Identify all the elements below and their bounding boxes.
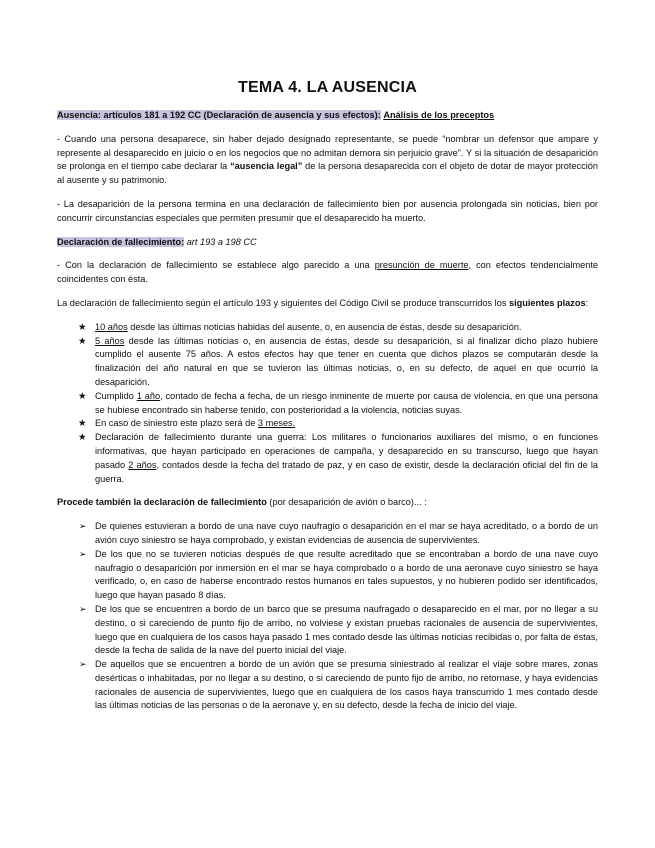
text-run: - Con la declaración de fallecimiento se establece algo parecido a una <box>57 260 375 271</box>
text-run: , contados desde la fecha del tratado de paz, y en caso de existir, desde la declaración oficial del fin de la guerra. <box>95 459 598 484</box>
text-run: (por desaparición de avión o barco)... : <box>266 497 427 508</box>
underlined-term: 1 año <box>136 390 161 401</box>
text-run: desde las últimas noticias o, en ausencia de éstas, desde su desaparición, si al finalizar dicho plazo hubiere cumplido el ausente 75 años. A estos efectos hay que tener en cuenta que dichos plazos se computarán desde la finalización del año natural en que se tuvieron las últimas noticias, o, en su defecto, de aquel en que ocurrió la desaparición. <box>95 335 598 387</box>
list-item <box>57 390 598 418</box>
arrow-bullet-icon: ➢ <box>79 548 87 559</box>
text-run: Cumplido <box>95 390 137 401</box>
paragraph-defensor <box>57 133 598 188</box>
section-heading-procede <box>57 496 598 510</box>
list-item <box>57 417 598 431</box>
article-reference: art 193 a 198 CC <box>184 236 257 247</box>
section-heading-fallecimiento <box>57 236 598 250</box>
section-heading-highlight: Ausencia: artículos 181 a 192 CC (Declaración de ausencia y sus efectos): <box>57 110 381 120</box>
underlined-term: 5 años <box>95 335 125 346</box>
underlined-term: 2 años <box>128 459 157 470</box>
page-title: TEMA 4. LA AUSENCIA <box>238 79 417 96</box>
list-item <box>57 321 598 335</box>
paragraph-plazos <box>57 297 598 311</box>
plazos-list <box>57 321 598 487</box>
arrow-bullet-icon: ➢ <box>79 521 87 532</box>
star-bullet-icon: ★ <box>78 418 87 430</box>
arrow-bullet-icon: ➢ <box>79 603 87 614</box>
list-item <box>57 335 598 390</box>
list-item <box>57 431 598 486</box>
list-item <box>57 520 598 548</box>
bold-text-ausencia-legal: “ausencia legal” <box>230 161 303 172</box>
list-item <box>57 603 598 658</box>
star-bullet-icon: ★ <box>78 335 87 347</box>
text-run: desde las últimas noticias habidas del ausente, o, en ausencia de éstas, desde su desaparición. <box>127 321 522 332</box>
text-run: De los que no se tuvieren noticias después de que resulte acreditado que se encontraban a bordo de una nave cuyo naufragio o desaparición por inmersión en el mar se haya comprobado o a bordo de una aeronave cuyo siniestro se haya verificado, o, en caso de haberse encontrado restos humanos en tales supuestos, y no hubieren podido ser identificados, luego que hayan pasado 8 días. <box>95 548 598 601</box>
text-run: De los que se encuentren a bordo de un barco que se presuma naufragado o desaparecido en el mar, por no llegar a su destino, o si careciendo de punto fijo de arribo, no volviese y existan pruebas racionales de ausencia de supervivientes, luego que en cualquiera de los casos haya pasado 1 mes contado desde las últimas noticias recibidas o, por falta de éstas, desde la fecha de salida de la nave del puerto inicial del viaje. <box>95 603 598 656</box>
bold-text-plazos: siguientes plazos <box>508 297 586 308</box>
text-run: , con efectos tendencialmente coincidentes con ésta. <box>57 260 598 285</box>
text-run: La declaración de fallecimiento según el artículo 193 y siguientes del Código Civil se produce transcurridos los <box>57 297 509 308</box>
star-bullet-icon: ★ <box>78 390 87 402</box>
underlined-text-presuncion: presunción de muerte <box>374 260 469 271</box>
text-run: - Cuando una persona desaparece, sin haber dejado designado representante, se puede “nombrar un defensor que ampare y represente al desaparecido en juicio o en los negocios que no admitan demora sin perjuicio grave”. Y si la situación de desaparición se prolonga en el tiempo cabe declarar la <box>57 133 598 172</box>
star-bullet-icon: ★ <box>78 432 87 444</box>
text-run: De aquellos que se encuentren a bordo de un avión que se presuma siniestrado al realizar el viaje sobre mares, zonas desérticas o inhabitadas, por no llegar a su destino, o si careciendo de punto fijo de arribo, no retornase, y haya evidencias racionales de ausencia de supervivientes, luego que en cualquiera de los casos haya transcurrido 1 mes contado desde las últimas noticias de las personas o de la aeronave y, en su defecto, desde la fecha de inicio del viaje. <box>95 659 598 711</box>
bold-heading: Procede también la declaración de fallecimiento <box>57 497 267 508</box>
section-heading-underlined: Análisis de los preceptos <box>383 110 495 120</box>
list-item <box>57 658 598 713</box>
text-run: En caso de siniestro este plazo será de <box>95 418 258 429</box>
section-heading-highlight: Declaración de fallecimiento: <box>57 236 185 247</box>
text-run: de la persona desaparecida con el objeto de dotar de mayor protección al ausente y su patrimonio. <box>57 161 598 186</box>
section-heading-ausencia <box>57 109 598 123</box>
text-run: Declaración de fallecimiento durante una guerra: Los militares o funcionarios auxiliares del mismo, o en funciones informativas, que hayan participado en operaciones de campaña, y desaparecido en su transcurso, luego que hayan pasado <box>95 432 598 470</box>
underlined-term: 3 meses. <box>257 418 296 429</box>
siniestro-list <box>57 520 598 713</box>
list-item <box>57 548 598 603</box>
paragraph-presuncion <box>57 259 598 287</box>
text-run: De quienes estuvieran a bordo de una nave cuyo naufragio o desaparición en el mar se haya acreditado, o a bordo de un avión cuyo siniestro se haya comprobado, y existan evidencias de ausencia de supervivientes. <box>95 521 598 545</box>
text-run: , contado de fecha a fecha, de un riesgo inminente de muerte por causa de violencia, en que una persona se hubiese encontrado sin haberse tenido, con posterioridad a la violencia, noticias suyas. <box>95 390 598 415</box>
paragraph-desaparicion: - La desaparición de la persona termina en una declaración de fallecimiento bien por ausencia prolongada sin noticias, bien por concurrir circunstancias especiales que permiten presumir que el desaparecido ha muerto. <box>57 198 598 223</box>
text-run: : <box>585 297 589 308</box>
star-bullet-icon: ★ <box>78 321 87 333</box>
underlined-term: 10 años <box>95 321 128 332</box>
arrow-bullet-icon: ➢ <box>79 659 87 670</box>
